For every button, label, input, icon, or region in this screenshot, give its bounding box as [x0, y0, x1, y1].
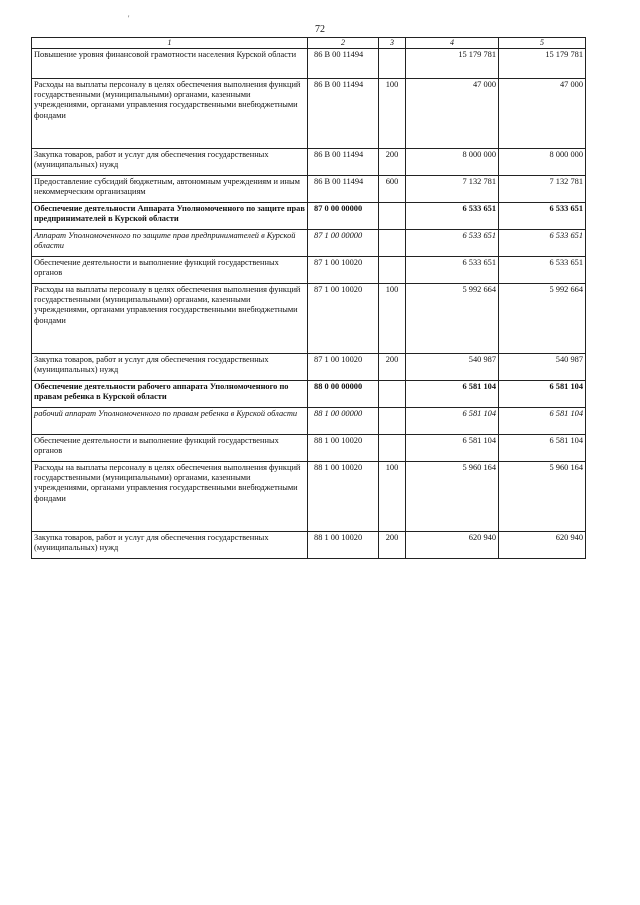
- row-code-cell: 87 1 00 10020: [308, 283, 379, 353]
- table-row: [32, 78, 586, 148]
- column-number: 2: [308, 38, 379, 49]
- table-row: [32, 407, 586, 434]
- table-row: [32, 283, 586, 353]
- row-name-cell: Обеспечение деятельности рабочего аппарата Уполномоченного по правам ребенка в Курской области: [32, 380, 308, 407]
- row-expense-type-cell: [379, 256, 406, 283]
- row-name-cell: Расходы на выплаты персоналу в целях обеспечения выполнения функций государственными (муниципальными) органами, казенными учреждениями, органами управления государственными внебюджетными фондами: [32, 461, 308, 531]
- row-amount-cell: 5 992 664: [406, 283, 499, 353]
- row-amount-cell: 6 533 651: [499, 202, 586, 229]
- row-name-cell: рабочий аппарат Уполномоченного по правам ребенка в Курской области: [32, 407, 308, 434]
- row-name-cell: Обеспечение деятельности и выполнение функций государственных органов: [32, 434, 308, 461]
- page-number: 72: [315, 24, 325, 35]
- table-row: [32, 48, 586, 78]
- row-amount-cell: 8 000 000: [499, 148, 586, 175]
- row-amount-cell: 7 132 781: [406, 175, 499, 202]
- row-code-cell: 86 В 00 11494: [308, 148, 379, 175]
- row-expense-type-cell: 100: [379, 283, 406, 353]
- row-amount-cell: 6 581 104: [499, 434, 586, 461]
- row-name-cell: Аппарат Уполномоченного по защите прав предпринимателей в Курской области: [32, 229, 308, 256]
- row-name-cell: Закупка товаров, работ и услуг для обеспечения государственных (муниципальных) нужд: [32, 531, 308, 558]
- row-expense-type-cell: 600: [379, 175, 406, 202]
- table-row: [32, 353, 586, 380]
- row-expense-type-cell: 100: [379, 78, 406, 148]
- row-expense-type-cell: 200: [379, 148, 406, 175]
- row-amount-cell: 47 000: [406, 78, 499, 148]
- row-amount-cell: 7 132 781: [499, 175, 586, 202]
- row-amount-cell: 540 987: [499, 353, 586, 380]
- table-row: [32, 256, 586, 283]
- row-amount-cell: 15 179 781: [499, 48, 586, 78]
- column-numbers-row: [32, 38, 586, 49]
- row-expense-type-cell: [379, 407, 406, 434]
- table-row: [32, 202, 586, 229]
- row-name-cell: Закупка товаров, работ и услуг для обеспечения государственных (муниципальных) нужд: [32, 353, 308, 380]
- table-row: [32, 531, 586, 558]
- table-row: [32, 434, 586, 461]
- column-number: 1: [32, 38, 308, 49]
- row-amount-cell: 5 992 664: [499, 283, 586, 353]
- row-expense-type-cell: 200: [379, 353, 406, 380]
- row-amount-cell: 620 940: [499, 531, 586, 558]
- row-amount-cell: 6 533 651: [406, 229, 499, 256]
- row-amount-cell: 6 581 104: [499, 407, 586, 434]
- row-amount-cell: 47 000: [499, 78, 586, 148]
- table-row: [32, 148, 586, 175]
- column-number: 3: [379, 38, 406, 49]
- row-code-cell: 87 1 00 00000: [308, 229, 379, 256]
- row-amount-cell: 6 581 104: [499, 380, 586, 407]
- row-code-cell: 87 0 00 00000: [308, 202, 379, 229]
- row-amount-cell: 5 960 164: [499, 461, 586, 531]
- column-number: 4: [406, 38, 499, 49]
- column-number: 5: [499, 38, 586, 49]
- table-row: [32, 175, 586, 202]
- row-amount-cell: 5 960 164: [406, 461, 499, 531]
- row-expense-type-cell: [379, 202, 406, 229]
- table-row: [32, 229, 586, 256]
- table-row: [32, 461, 586, 531]
- row-amount-cell: 6 581 104: [406, 380, 499, 407]
- row-expense-type-cell: [379, 380, 406, 407]
- row-amount-cell: 6 533 651: [499, 229, 586, 256]
- budget-table: [31, 37, 586, 559]
- row-name-cell: Повышение уровня финансовой грамотности населения Курской области: [32, 48, 308, 78]
- row-amount-cell: 6 533 651: [406, 202, 499, 229]
- row-expense-type-cell: 100: [379, 461, 406, 531]
- row-amount-cell: 540 987: [406, 353, 499, 380]
- row-amount-cell: 6 533 651: [406, 256, 499, 283]
- row-code-cell: 88 1 00 10020: [308, 531, 379, 558]
- row-expense-type-cell: 200: [379, 531, 406, 558]
- row-name-cell: Расходы на выплаты персоналу в целях обеспечения выполнения функций государственными (муниципальными) органами, казенными учреждениями, органами управления государственными внебюджетными фондами: [32, 283, 308, 353]
- row-code-cell: 88 1 00 00000: [308, 407, 379, 434]
- row-name-cell: Предоставление субсидий бюджетным, автономным учреждениям и иным некоммерческим организациям: [32, 175, 308, 202]
- row-amount-cell: 8 000 000: [406, 148, 499, 175]
- row-code-cell: 86 В 00 11494: [308, 78, 379, 148]
- row-code-cell: 88 1 00 10020: [308, 434, 379, 461]
- row-amount-cell: 6 533 651: [499, 256, 586, 283]
- row-code-cell: 86 В 00 11494: [308, 175, 379, 202]
- row-code-cell: 88 1 00 10020: [308, 461, 379, 531]
- scan-mark: ': [128, 14, 130, 23]
- row-name-cell: Обеспечение деятельности и выполнение функций государственных органов: [32, 256, 308, 283]
- row-name-cell: Закупка товаров, работ и услуг для обеспечения государственных (муниципальных) нужд: [32, 148, 308, 175]
- row-expense-type-cell: [379, 48, 406, 78]
- row-amount-cell: 15 179 781: [406, 48, 499, 78]
- row-expense-type-cell: [379, 229, 406, 256]
- table-row: [32, 380, 586, 407]
- row-name-cell: Обеспечение деятельности Аппарата Уполномоченного по защите прав предпринимателей в Курской области: [32, 202, 308, 229]
- row-code-cell: 88 0 00 00000: [308, 380, 379, 407]
- row-amount-cell: 6 581 104: [406, 407, 499, 434]
- row-code-cell: 86 В 00 11494: [308, 48, 379, 78]
- row-expense-type-cell: [379, 434, 406, 461]
- row-name-cell: Расходы на выплаты персоналу в целях обеспечения выполнения функций государственными (муниципальными) органами, казенными учреждениями, органами управления государственными внебюджетными фондами: [32, 78, 308, 148]
- row-code-cell: 87 1 00 10020: [308, 256, 379, 283]
- row-amount-cell: 6 581 104: [406, 434, 499, 461]
- row-amount-cell: 620 940: [406, 531, 499, 558]
- row-code-cell: 87 1 00 10020: [308, 353, 379, 380]
